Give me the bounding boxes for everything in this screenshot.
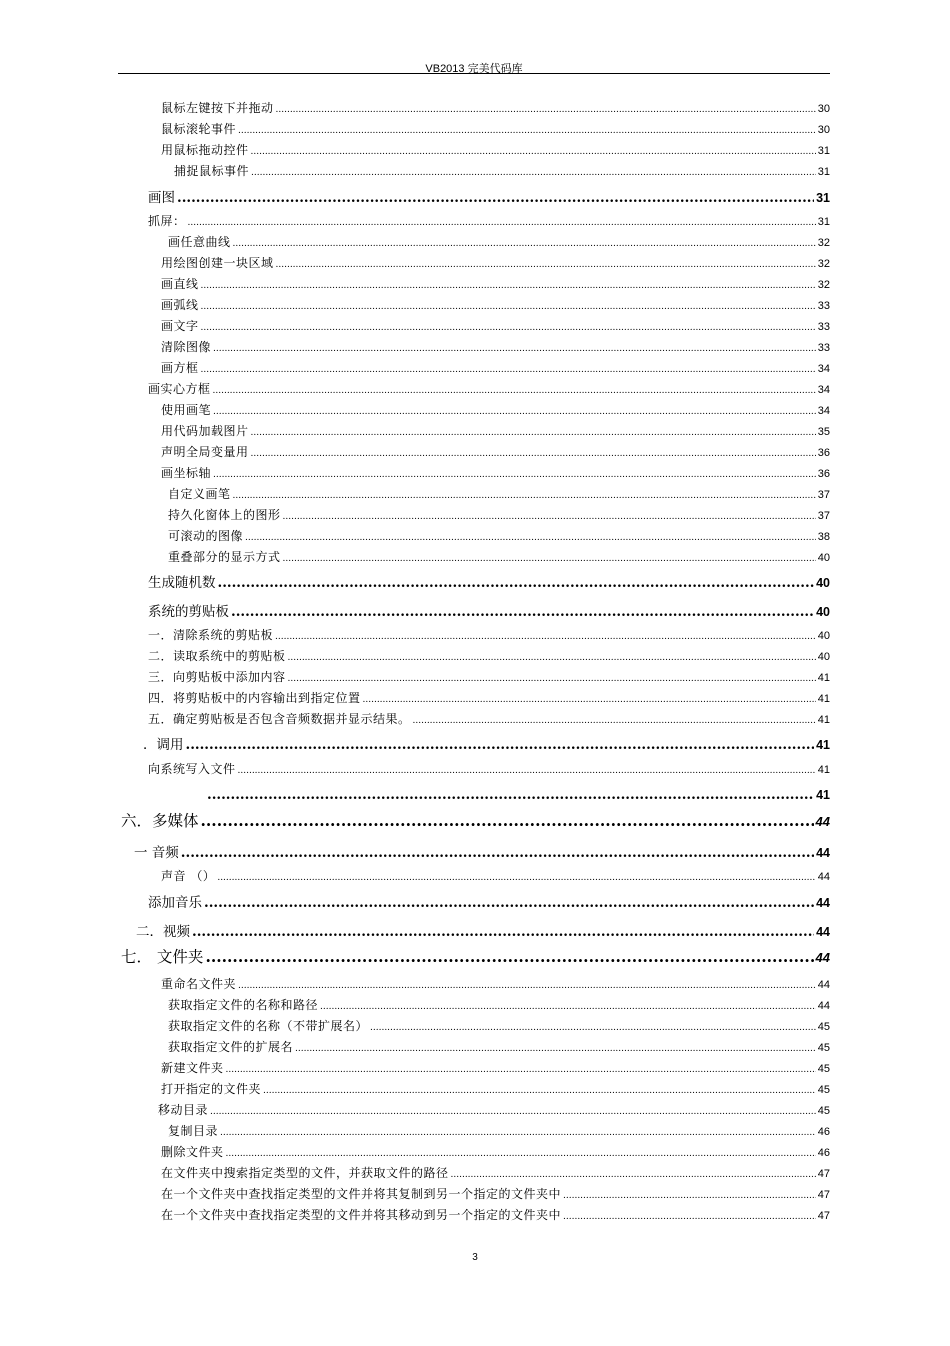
toc-entry-title: 鼠标左键按下并拖动: [161, 101, 274, 115]
toc-dot-leader: [245, 528, 816, 544]
toc-entry-title: 移动目录: [158, 1103, 209, 1117]
toc-entry-title: 生成随机数: [148, 575, 216, 591]
toc-dot-leader: [210, 1102, 816, 1118]
toc-entry[interactable]: [148, 690, 830, 706]
toc-entry-title: 在一个文件夹中查找指定类型的文件并将其复制到另一个指定的文件夹中: [161, 1187, 562, 1201]
toc-entry-title: 用绘图创建一块区域: [161, 256, 274, 270]
toc-entry-title: 画图: [148, 190, 175, 206]
toc-entry-title: 获取指定文件的名称（不带扩展名）: [168, 1019, 369, 1033]
toc-entry[interactable]: [168, 234, 830, 250]
toc-dot-leader: [413, 711, 816, 727]
toc-dot-leader: [213, 402, 816, 418]
toc-dot-leader: [251, 444, 816, 460]
toc-entry-page: 47: [817, 1210, 830, 1222]
toc-entry-title: 在文件夹中搜索指定类型的文件，并获取文件的路径: [161, 1166, 449, 1180]
toc-entry-title: 打开指定的文件夹: [161, 1082, 262, 1096]
toc-entry[interactable]: [161, 100, 830, 116]
toc-entry-page: 36: [817, 468, 830, 480]
toc-dot-leader: [233, 486, 816, 502]
toc-entry-title: 声音 （）: [161, 869, 216, 883]
toc-dot-leader: [263, 1081, 816, 1097]
toc-entry-title: 自定义画笔: [168, 487, 231, 501]
toc-entry-title: 五．确定剪贴板是否包含音频数据并显示结果。: [148, 712, 411, 726]
toc-dot-leader: [192, 923, 814, 942]
toc-entry-page: 40: [816, 605, 830, 619]
toc-entry-title: 新建文件夹: [161, 1061, 224, 1075]
toc-entry[interactable]: [168, 486, 830, 502]
toc-dot-leader: [204, 894, 814, 913]
toc-entry-page: 45: [817, 1042, 830, 1054]
toc-entry-page: 36: [817, 447, 830, 459]
toc-entry-page: 40: [817, 651, 830, 663]
toc-dot-leader: [181, 844, 814, 863]
toc-entry[interactable]: [148, 189, 830, 208]
toc-entry-title: 复制目录: [168, 1124, 219, 1138]
toc-dot-leader: [226, 1144, 816, 1160]
toc-entry[interactable]: [161, 339, 830, 355]
toc-entry-page: 30: [817, 124, 830, 136]
toc-entry[interactable]: [161, 255, 830, 271]
toc-entry-title: 在一个文件夹中查找指定类型的文件并将其移动到另一个指定的文件夹中: [161, 1208, 562, 1222]
toc-entry-page: 41: [817, 693, 830, 705]
toc-entry-title: 删除文件夹: [161, 1145, 224, 1159]
toc-dot-leader: [207, 786, 814, 805]
toc-dot-leader: [238, 976, 816, 992]
toc-dot-leader: [213, 339, 816, 355]
toc-entry[interactable]: [161, 276, 830, 292]
toc-entry-page: 31: [817, 216, 830, 228]
toc-dot-leader: [213, 465, 816, 481]
page-header: VB2013 完美代码库: [425, 63, 523, 75]
toc-entry[interactable]: [161, 1144, 830, 1160]
toc-entry-title: 向系统写入文件: [148, 762, 236, 776]
toc-dot-leader: [220, 1123, 816, 1139]
toc-entry-title: 系统的剪贴板: [148, 604, 229, 620]
toc-entry-title: 七． 文件夹: [121, 948, 204, 966]
toc-entry[interactable]: [161, 1081, 830, 1097]
toc-entry[interactable]: [161, 1060, 830, 1076]
toc-entry-page: 44: [816, 925, 830, 939]
toc-entry-title: 三．向剪贴板中添加内容: [148, 670, 286, 684]
toc-entry-title: 画方框: [161, 361, 199, 375]
toc-entry[interactable]: [161, 121, 830, 137]
toc-entry-title: 重命名文件夹: [161, 977, 237, 991]
toc-entry-page: 44: [817, 1000, 830, 1012]
toc-dot-leader: [201, 318, 816, 334]
toc-dot-leader: [188, 213, 816, 229]
toc-entry[interactable]: [161, 360, 830, 376]
toc-entry-page: 33: [817, 342, 830, 354]
toc-entry[interactable]: [161, 465, 830, 481]
toc-entry[interactable]: [161, 1186, 830, 1202]
toc-entry-title: 使用画笔: [161, 403, 212, 417]
toc-dot-leader: [320, 997, 816, 1013]
toc-entry-page: 32: [817, 237, 830, 249]
toc-entry-title: 二．读取系统中的剪贴板: [148, 649, 286, 663]
toc-dot-leader: [370, 1018, 816, 1034]
toc-entry-title: 二．视频: [136, 924, 190, 940]
toc-entry[interactable]: [148, 627, 830, 643]
toc-entry-title: 可滚动的图像: [168, 529, 244, 543]
toc-entry[interactable]: [168, 1018, 830, 1034]
toc-entry-page: 47: [817, 1168, 830, 1180]
toc-entry-page: 46: [817, 1126, 830, 1138]
toc-entry-page: 41: [817, 764, 830, 776]
toc-dot-leader: [563, 1207, 816, 1223]
toc-dot-leader: [201, 360, 816, 376]
toc-dot-leader: [451, 1165, 816, 1181]
toc-entry-title: 捕捉鼠标事件: [174, 164, 250, 178]
toc-entry-title: 用鼠标拖动控件: [161, 143, 249, 157]
toc-entry[interactable]: [161, 868, 830, 884]
toc-entry-title: 持久化窗体上的图形: [168, 508, 281, 522]
toc-entry-page: 38: [817, 531, 830, 543]
toc-entry[interactable]: [134, 844, 830, 863]
toc-entry-page: 34: [817, 384, 830, 396]
toc-entry-page: 44: [816, 846, 830, 860]
toc-entry-title: 获取指定文件的扩展名: [168, 1040, 294, 1054]
toc-dot-leader: [201, 276, 816, 292]
toc-dot-leader: [283, 549, 816, 565]
toc-entry-title: 鼠标滚轮事件: [161, 122, 237, 136]
toc-entry[interactable]: [161, 976, 830, 992]
toc-entry-page: 40: [816, 576, 830, 590]
toc-entry[interactable]: [148, 574, 830, 593]
toc-entry[interactable]: [205, 786, 830, 805]
toc-dot-leader: [218, 574, 815, 593]
toc-dot-leader: [238, 121, 816, 137]
toc-entry-page: 40: [817, 552, 830, 564]
toc-entry[interactable]: [121, 810, 830, 832]
toc-entry-page: 34: [817, 363, 830, 375]
toc-entry-title: 四．将剪贴板中的内容输出到指定位置: [148, 691, 361, 705]
toc-entry-page: 33: [817, 300, 830, 312]
toc-entry-page: 41: [816, 738, 830, 752]
toc-entry[interactable]: [161, 402, 830, 418]
toc-entry[interactable]: [168, 1039, 830, 1055]
toc-entry-page: 41: [816, 788, 830, 802]
toc-entry-page: 44: [815, 814, 830, 829]
toc-entry[interactable]: [161, 142, 830, 158]
toc-entry[interactable]: [161, 297, 830, 313]
toc-entry[interactable]: [174, 163, 830, 179]
toc-entry-title: 画任意曲线: [168, 235, 231, 249]
toc-entry-page: 46: [817, 1147, 830, 1159]
toc-dot-leader: [213, 381, 816, 397]
toc-entry-page: 45: [817, 1084, 830, 1096]
toc-dot-leader: [201, 297, 816, 313]
toc-dot-leader: [231, 603, 814, 622]
toc-entry-page: 45: [817, 1105, 830, 1117]
toc-entry[interactable]: [148, 669, 830, 685]
toc-entry[interactable]: [148, 603, 830, 622]
toc-entry-title: 六．多媒体: [121, 812, 199, 830]
toc-entry[interactable]: [161, 1207, 830, 1223]
toc-entry-page: 40: [817, 630, 830, 642]
page-number: 3: [472, 1252, 478, 1263]
toc-dot-leader: [276, 100, 816, 116]
toc-entry-title: 添加音乐: [148, 895, 202, 911]
toc-entry[interactable]: [148, 213, 830, 229]
toc-entry-page: 31: [816, 191, 830, 205]
toc-entry-page: 37: [817, 489, 830, 501]
toc-dot-leader: [251, 423, 816, 439]
toc-dot-leader: [563, 1186, 816, 1202]
toc-entry[interactable]: [161, 444, 830, 460]
toc-entry-page: 41: [817, 714, 830, 726]
toc-entry-title: ．调用: [143, 737, 184, 753]
toc-entry[interactable]: [148, 648, 830, 664]
toc-dot-leader: [251, 163, 816, 179]
toc-entry-title: 画坐标轴: [161, 466, 212, 480]
toc-entry-title: 画文字: [161, 319, 199, 333]
toc-entry[interactable]: [158, 1102, 830, 1118]
toc-entry[interactable]: [148, 761, 830, 777]
toc-entry[interactable]: [168, 997, 830, 1013]
toc-dot-leader: [275, 627, 816, 643]
toc-entry[interactable]: [148, 894, 830, 913]
toc-entry-title: 抓屏：: [148, 214, 186, 228]
toc-dot-leader: [283, 507, 816, 523]
toc-dot-leader: [363, 690, 816, 706]
toc-entry[interactable]: [136, 923, 830, 942]
toc-entry[interactable]: [143, 736, 830, 755]
toc-dot-leader: [201, 810, 814, 832]
toc-dot-leader: [238, 761, 816, 777]
toc-entry-page: 37: [817, 510, 830, 522]
toc-dot-leader: [177, 189, 814, 208]
toc-entry-page: 32: [817, 258, 830, 270]
toc-entry-page: 35: [817, 426, 830, 438]
toc-entry-title: 重叠部分的显示方式: [168, 550, 281, 564]
toc-entry[interactable]: [148, 711, 830, 727]
toc-entry-title: 一．清除系统的剪贴板: [148, 628, 274, 642]
toc-entry-page: 30: [817, 103, 830, 115]
toc-entry-page: 41: [817, 672, 830, 684]
toc-dot-leader: [186, 736, 815, 755]
toc-entry[interactable]: [168, 507, 830, 523]
toc-entry[interactable]: [168, 528, 830, 544]
toc-dot-leader: [251, 142, 816, 158]
toc-entry-page: 45: [817, 1021, 830, 1033]
toc-entry[interactable]: [161, 1165, 830, 1181]
toc-entry-page: 44: [816, 896, 830, 910]
toc-dot-leader: [233, 234, 816, 250]
toc-dot-leader: [288, 648, 816, 664]
toc-entry-page: 44: [817, 979, 830, 991]
toc-entry-title: 一 音频: [134, 845, 179, 861]
toc-dot-leader: [217, 868, 815, 884]
toc-entry-title: 声明全局变量用: [161, 445, 249, 459]
toc-entry-title: 画弧线: [161, 298, 199, 312]
toc-entry[interactable]: [168, 549, 830, 565]
toc-dot-leader: [276, 255, 816, 271]
toc-dot-leader: [226, 1060, 816, 1076]
toc-entry-page: 33: [817, 321, 830, 333]
toc-dot-leader: [295, 1039, 816, 1055]
toc-entry[interactable]: [168, 1123, 830, 1139]
toc-entry-title: 画直线: [161, 277, 199, 291]
toc-entry[interactable]: [121, 946, 830, 968]
toc-dot-leader: [205, 946, 813, 968]
toc-entry[interactable]: [161, 318, 830, 334]
toc-entry-title: 清除图像: [161, 340, 212, 354]
toc-entry-title: 获取指定文件的名称和路径: [168, 998, 319, 1012]
toc-entry[interactable]: [148, 381, 830, 397]
toc-entry-page: 44: [815, 950, 830, 965]
toc-entry-page: 32: [817, 279, 830, 291]
toc-entry-page: 44: [817, 871, 830, 883]
toc-entry[interactable]: [161, 423, 830, 439]
toc-entry-title: 用代码加载图片: [161, 424, 249, 438]
toc-dot-leader: [288, 669, 816, 685]
toc-entry-page: 47: [817, 1189, 830, 1201]
toc-entry-page: 31: [817, 166, 830, 178]
toc-entry-page: 34: [817, 405, 830, 417]
toc-entry-page: 45: [817, 1063, 830, 1075]
toc-entry-page: 31: [817, 145, 830, 157]
toc-entry-title: 画实心方框: [148, 382, 211, 396]
